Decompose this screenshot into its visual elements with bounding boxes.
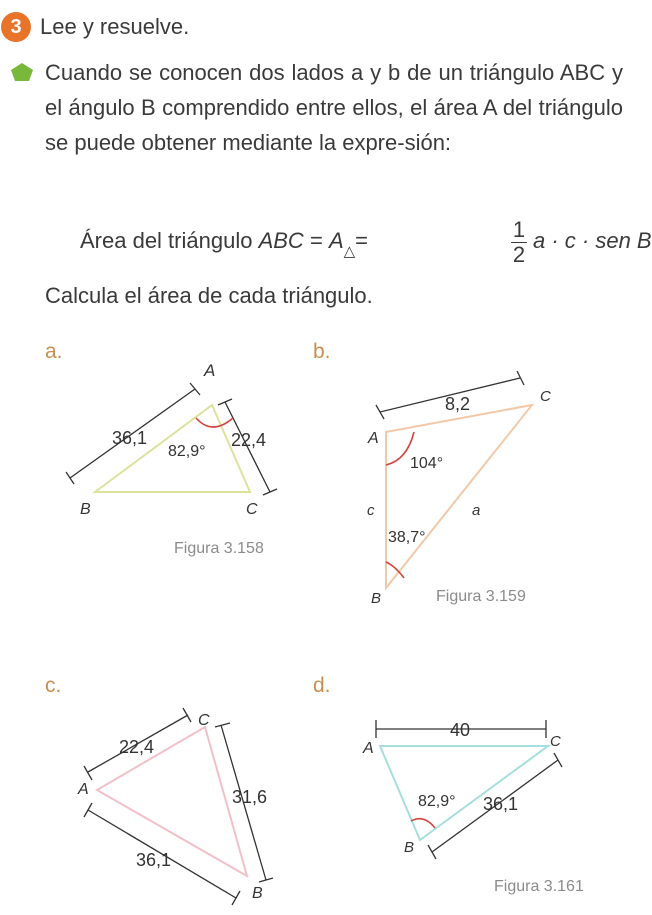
angle-a-value-b: 104° [410, 455, 444, 472]
dimension-tick-c [263, 489, 277, 495]
side-ac-length-c: 22,4 [119, 737, 155, 757]
side-ac-length: 22,4 [231, 430, 267, 450]
dimension-tick-d4 [554, 753, 562, 767]
formula-tail: a · c · sen B [533, 228, 652, 253]
formula-prefix: Área del triángulo [80, 228, 253, 253]
dimension-tick-c2 [183, 708, 191, 722]
triangle-b [386, 405, 532, 588]
fraction-numerator: 1 [512, 217, 526, 242]
dimension-tick-c3 [215, 723, 230, 727]
fraction-denominator: 2 [512, 242, 526, 267]
part-a-label: a. [45, 340, 63, 363]
vertex-c-label-b: C [540, 388, 551, 405]
figure-caption-b: Figura 3.159 [436, 588, 526, 605]
exercise-number-badge: 3 [1, 12, 31, 42]
angle-b-value-b: 38,7° [388, 529, 426, 546]
vertex-a-label-b: A [368, 430, 379, 447]
vertex-b-label-c: B [252, 885, 263, 902]
side-cb-length-c: 31,6 [232, 787, 268, 807]
vertex-c-label: C [246, 501, 258, 518]
side-ab-length: 36,1 [112, 428, 148, 448]
side-c-label-b: c [367, 502, 375, 519]
dimension-tick-c6 [232, 891, 240, 905]
part-d-label: d. [313, 674, 331, 697]
dimension-tick-a2 [218, 399, 232, 405]
vertex-a-label: A [204, 361, 216, 380]
exercise-title: Lee y resuelve. [40, 14, 190, 39]
formula-equals-2: = [355, 228, 369, 253]
figure-caption-a: Figura 3.158 [174, 540, 264, 557]
vertex-a-label-c: A [78, 781, 89, 798]
dimension-tick-c1 [84, 766, 92, 780]
angle-b-value-d: 82,9° [418, 793, 456, 810]
part-b-label: b. [313, 340, 331, 363]
vertex-b-label-b: B [371, 590, 382, 607]
vertex-c-label-c: C [198, 712, 210, 729]
exercise-paragraph: Cuando se conocen dos lados a y b de un triángulo ABC y el ángulo B comprendido entre ellos, el área A del triángulo se puede obtener mediante la expre-sión: [45, 60, 623, 155]
vertex-c-label-d: C [550, 733, 561, 750]
formula-area-symbol: A [328, 228, 344, 253]
vertex-a-label-d: A [363, 740, 374, 757]
side-top-length-d: 40 [450, 720, 471, 740]
dimension-tick-c5 [84, 803, 92, 817]
side-top-length-b: 8,2 [445, 394, 471, 414]
formula-triangle-subscript: △ [343, 243, 356, 260]
angle-arc-a [196, 418, 233, 427]
formula-abc: ABC [258, 228, 304, 253]
dimension-tick-b1 [376, 405, 384, 419]
dimension-tick-a [190, 383, 200, 395]
instruction-text: Calcula el área de cada triángulo. [45, 283, 373, 308]
vertex-b-label-d: B [404, 839, 415, 856]
formula-equals: = [309, 228, 323, 253]
side-bc-length-d: 36,1 [483, 794, 519, 814]
part-c-label: c. [45, 674, 62, 697]
triangle-d [380, 746, 548, 840]
dimension-tick-b [66, 472, 74, 484]
angle-a-value: 82,9° [168, 443, 206, 460]
figure-caption-d: Figura 3.161 [494, 878, 584, 895]
dimension-tick-d3 [428, 845, 436, 859]
side-ab-length-c: 36,1 [136, 850, 172, 870]
vertex-b-label: B [80, 501, 91, 518]
side-a-label-b: a [472, 502, 481, 519]
